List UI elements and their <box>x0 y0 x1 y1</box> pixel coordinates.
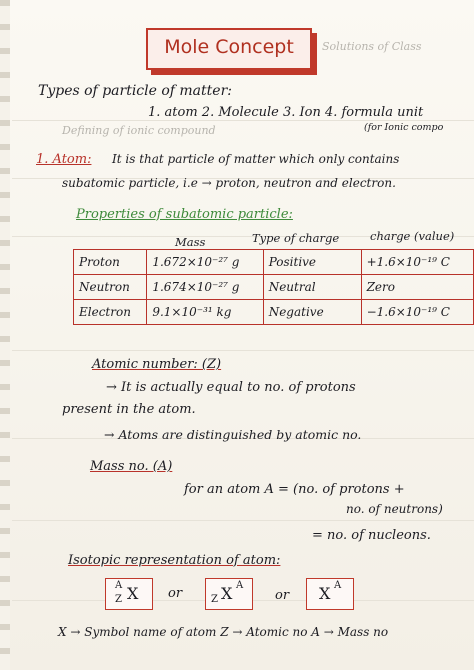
ruled-line <box>12 350 474 351</box>
particle-name: Proton <box>74 250 147 275</box>
particle-charge-type: Neutral <box>263 275 361 300</box>
particle-charge-value: +1.6×10⁻¹⁹ C <box>361 250 473 275</box>
col-charge-header: charge (value) <box>370 229 455 243</box>
isotopic-heading: Isotopic representation of atom: <box>68 553 281 568</box>
types-note: (for Ionic compo <box>364 122 444 133</box>
page-title: Mole Concept <box>164 36 294 58</box>
title-box <box>146 28 312 70</box>
atom-definition-2: subatomic particle, i.e → proton, neutron and electron. <box>62 176 396 190</box>
atom-label: 1. Atom: <box>36 152 92 167</box>
atom-definition-1: It is that particle of matter which only contains <box>112 152 400 166</box>
atomic-number-line-3: → Atoms are distinguished by atomic no. <box>104 427 362 442</box>
col-mass-header: Mass <box>175 235 206 249</box>
isotope-notation-box <box>105 578 153 610</box>
mass-number-superscript: A <box>236 580 244 591</box>
or-separator: or <box>168 586 183 601</box>
mass-number-heading: Mass no. (A) <box>90 459 173 474</box>
mass-number-line-1: for an atom A = (no. of protons + <box>184 482 405 497</box>
particle-name: Neutron <box>74 275 147 300</box>
subatomic-properties-table <box>73 249 474 325</box>
element-symbol: X <box>319 584 331 603</box>
mass-number-superscript: A <box>334 580 342 591</box>
atomic-number-subscript: Z <box>115 594 122 605</box>
notation-legend: X → Symbol name of atom Z → Atomic no A → Mass no <box>58 625 389 639</box>
atomic-number-heading: Atomic number: (Z) <box>92 357 222 372</box>
table-row <box>74 300 474 325</box>
table-row <box>74 275 474 300</box>
mass-number-line-2: no. of neutrons) <box>346 502 443 516</box>
atomic-number-line-1: → It is actually equal to no. of protons <box>106 380 356 395</box>
or-separator: or <box>275 588 290 603</box>
bleed-through-text: Solutions of Class <box>322 40 422 53</box>
particle-mass: 1.672×10⁻²⁷ g <box>147 250 263 275</box>
types-list: 1. atom 2. Molecule 3. Ion 4. formula unit <box>148 105 424 120</box>
mass-number-superscript: A <box>115 580 123 591</box>
atomic-number-line-2: present in the atom. <box>62 402 196 417</box>
particle-charge-value: −1.6×10⁻¹⁹ C <box>361 300 473 325</box>
particle-name: Electron <box>74 300 147 325</box>
particle-charge-type: Negative <box>263 300 361 325</box>
faint-line: Defining of ionic compound <box>62 124 216 137</box>
element-symbol: X <box>221 584 233 603</box>
types-heading: Types of particle of matter: <box>38 83 232 99</box>
particle-charge-value: Zero <box>361 275 473 300</box>
isotope-notation-box <box>306 578 354 610</box>
col-type-header: Type of charge <box>252 231 340 245</box>
particle-mass: 9.1×10⁻³¹ kg <box>147 300 263 325</box>
element-symbol: X <box>127 584 139 603</box>
particle-charge-type: Positive <box>263 250 361 275</box>
atomic-number-subscript: Z <box>211 594 218 605</box>
particle-mass: 1.674×10⁻²⁷ g <box>147 275 263 300</box>
ruled-line <box>12 520 474 521</box>
table-row <box>74 250 474 275</box>
spiral-binding <box>0 0 10 670</box>
mass-number-line-3: = no. of nucleons. <box>312 528 431 543</box>
ruled-line <box>12 120 474 121</box>
isotope-notation-box <box>205 578 253 610</box>
properties-heading: Properties of subatomic particle: <box>76 207 293 222</box>
